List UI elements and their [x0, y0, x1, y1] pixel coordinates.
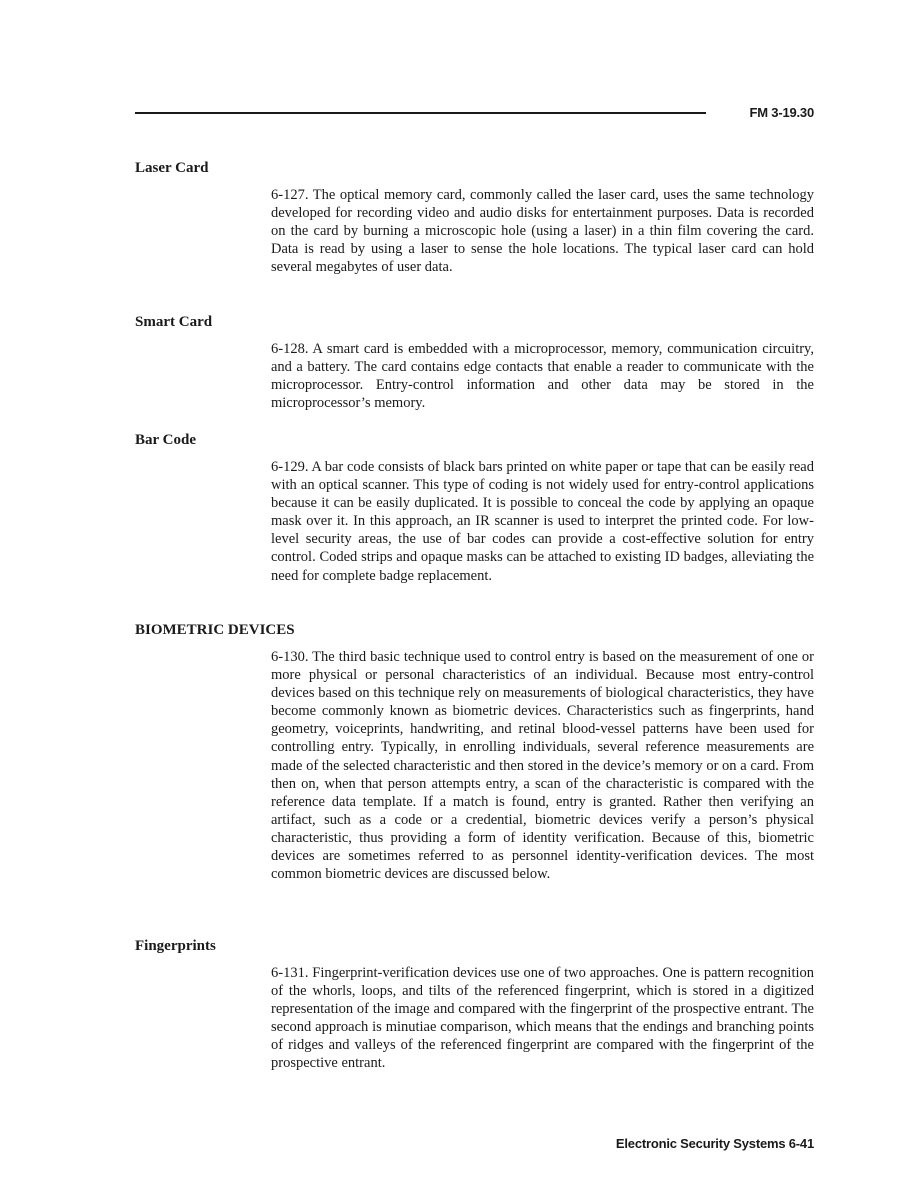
paragraph-6-130: 6-130. The third basic technique used to control entry is based on the measurement of one or more physical or personal characteristics of an individual. Because most entry-control devices based on this technique rely on measurements of biological characteristics, they have become commonly known as biometric devices. Characteristics such as fingerprints, hand geometry, voiceprints, handwriting, and retinal blood-vessel patterns have been used for controlling entry. Typically, in enrolling individuals, several reference measurements are made of the selected characteristic and then stored in the device’s memory or on a card. From then on, when that person attempts entry, a scan of the characteristic is compared with the reference data template. If a match is found, entry is granted. Rather then verifying an artifact, such as a code or a credential, biometric devices verify a person’s physical characteristic, thus providing a form of identity verification. Because of this, biometric devices are sometimes referred to as personnel identity-verification devices. The most common biometric devices are discussed below.: [271, 649, 814, 883]
heading-bar-code: Bar Code: [135, 432, 196, 448]
document-id: FM 3-19.30: [749, 105, 814, 120]
heading-laser-card: Laser Card: [135, 160, 209, 176]
paragraph-6-131: 6-131. Fingerprint-verification devices use one of two approaches. One is pattern recognition of the whorls, loops, and tilts of the referenced fingerprint, which is stored in a digitized representation of the image and compared with the fingerprint of the prospective entrant. The second approach is minutiae comparison, which means that the endings and branching points of ridges and valleys of the referenced fingerprint are compared with the fingerprint of the prospective entrant.: [271, 965, 814, 1072]
paragraph-6-128: 6-128. A smart card is embedded with a microprocessor, memory, communication circuitry, and a battery. The card contains edge contacts that enable a reader to communicate with the microprocessor. Entry-control information and other data may be stored in the microprocessor’s memory.: [271, 341, 814, 412]
heading-smart-card: Smart Card: [135, 314, 213, 330]
heading-biometric-devices: BIOMETRIC DEVICES: [135, 622, 295, 638]
header-rule: [135, 112, 706, 114]
paragraph-6-129: 6-129. A bar code consists of black bars printed on white paper or tape that can be easily read with an optical scanner. This type of coding is not widely used for entry-control applications because it can be easily duplicated. It is possible to conceal the code by applying an opaque mask over it. In this approach, an IR scanner is used to interpret the printed code. For low-level security areas, the use of bar codes can provide a cost-effective solution for entry control. Coded strips and opaque masks can be attached to existing ID badges, alleviating the need for complete badge replacement.: [271, 459, 814, 584]
heading-fingerprints: Fingerprints: [135, 938, 216, 954]
page-footer: Electronic Security Systems 6-41: [615, 1136, 814, 1151]
paragraph-6-127: 6-127. The optical memory card, commonly called the laser card, uses the same technology developed for recording video and audio disks for entertainment purposes. Data is recorded on the card by burning a microscopic hole (using a laser) in a thin film covering the card. Data is read by using a laser to sense the hole locations. The typical laser card can hold several megabytes of user data.: [271, 187, 814, 276]
